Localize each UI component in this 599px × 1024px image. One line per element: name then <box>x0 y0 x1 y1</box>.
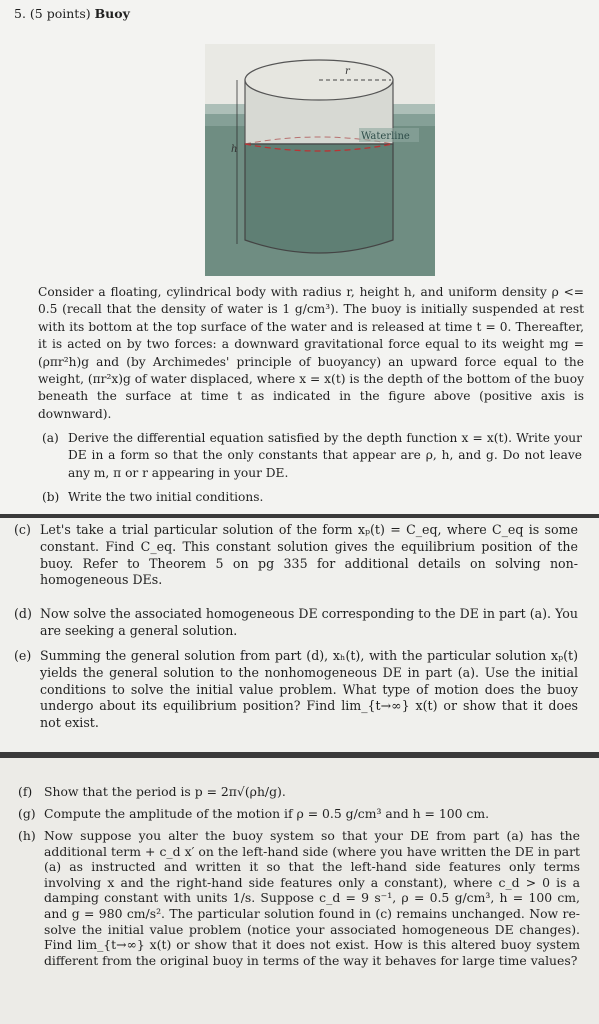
part-a-label: (a) <box>42 431 59 445</box>
problem-points: (5 points) <box>29 6 91 21</box>
part-b-label: (b) <box>42 490 60 504</box>
waterline-label: Waterline <box>361 131 410 142</box>
part-g-label: (g) <box>18 806 36 821</box>
part-d-label: (d) <box>14 606 32 621</box>
part-e <box>14 648 578 732</box>
part-d <box>14 606 578 640</box>
part-b-text: Write the two initial conditions. <box>68 490 264 504</box>
part-c-text: Let's take a trial particular solution of the form xₚ(t) = C_eq, where C_eq is some constant. Find C_eq. This constant solution gives the equilibrium position of the buoy. Refer to Theorem 5 on pg 335 for additional details on solving non-homogeneous DEs. <box>40 522 578 588</box>
cylinder-below <box>245 144 393 253</box>
problem-title <box>14 6 130 21</box>
part-f <box>18 784 578 800</box>
part-c <box>14 522 578 589</box>
part-f-text: Show that the period is p = 2π√(ρh/g). <box>44 784 286 799</box>
part-g <box>18 806 578 822</box>
problem-name: Buoy <box>94 6 130 21</box>
part-h-text: Now suppose you alter the buoy system so that your DE from part (a) has the additional term + c_d x′ on the left-hand side (where you have written the DE in part (a) as instructed and written it so that the left-hand side features only terms involving x and the right-hand side features only a constant), where c_d > 0 is a damping constant with units 1/s. Suppose c_d = 9 s⁻¹, ρ = 0.5 g/cm³, h = 100 cm, and g = 980 cm/s². The particular solution found in (c) remains unchanged. Now re-solve the initial value problem (notice your associated homogeneous DE changes). Find lim_{t→∞} x(t) or show that it does not exist. How is this altered buoy system different from the original buoy in terms of the way it behaves for large time values? <box>44 828 580 968</box>
part-a <box>42 430 582 482</box>
part-f-label: (f) <box>18 784 33 799</box>
radius-label: r <box>345 66 350 77</box>
height-label: h <box>231 144 238 155</box>
intro-paragraph: Consider a floating, cylindrical body with radius r, height h, and uniform density ρ <= 0.5 (recall that the density of water is 1 g/cm³). The buoy is initially suspended at rest with its bottom at the top surface of the water and is released at time t = 0. Thereafter, it is acted on by two forces: a downward gravitational force equal to its weight mg = (ρπr²h)g and (by Archimedes' principle of buoyancy) an upward force equal to the weight, (πr²x)g of water displaced, where x = x(t) is the depth of the bottom of the buoy beneath the surface at time t as indicated in the figure above (positive axis is downward). <box>38 285 584 421</box>
part-a-text: Derive the differential equation satisfied by the depth function x = x(t). Write your DE in a form so that the only constants that appear are ρ, h, and g. Do not leave any m, π or r appearing in your DE. <box>68 431 582 480</box>
part-c-label: (c) <box>14 522 31 537</box>
part-b <box>42 489 582 506</box>
part-d-text: Now solve the associated homogeneous DE corresponding to the DE in part (a). You are seeking a general solution. <box>40 606 578 638</box>
part-h <box>18 828 580 968</box>
part-e-text: Summing the general solution from part (d), xₕ(t), with the particular solution xₚ(t) yields the general solution to the nonhomogeneous DE in part (a). Use the initial conditions to solve the initial value problem. What type of motion does the buoy undergo about its equilibrium position? Find lim_{t→∞} x(t) or show that it does not exist. <box>40 648 578 731</box>
part-h-label: (h) <box>18 828 36 843</box>
page-middle <box>0 518 599 752</box>
part-e-label: (e) <box>14 648 32 663</box>
problem-number: 5. <box>14 6 26 21</box>
page-bottom <box>0 758 599 1024</box>
buoy-figure <box>205 44 435 276</box>
part-g-text: Compute the amplitude of the motion if ρ = 0.5 g/cm³ and h = 100 cm. <box>44 806 490 821</box>
